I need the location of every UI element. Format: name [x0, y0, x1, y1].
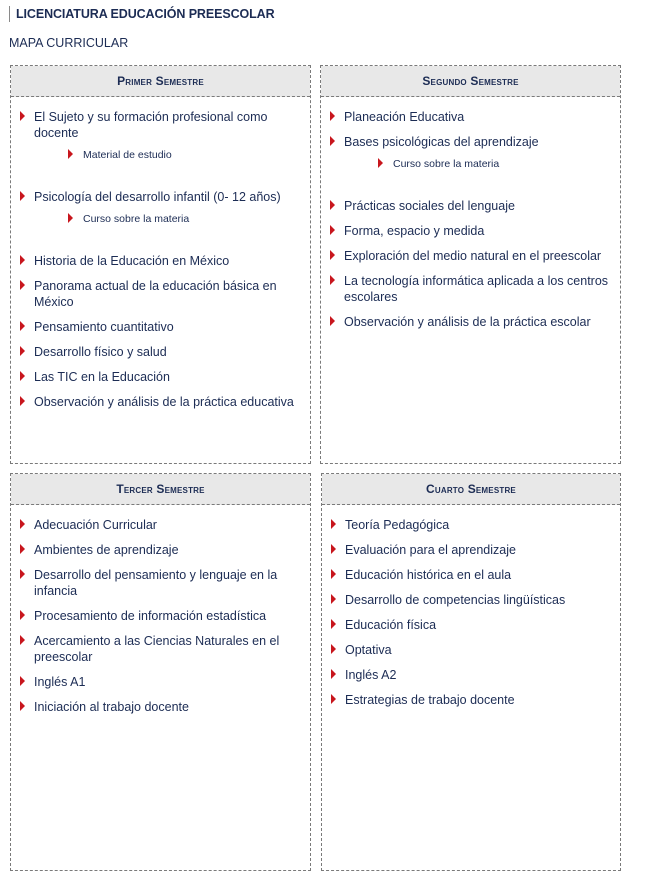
- subject-label: Evaluación para el aprendizaje: [345, 543, 516, 557]
- bullet-arrow-icon: [331, 519, 336, 529]
- bullet-arrow-icon: [331, 619, 336, 629]
- bullet-arrow-icon: [378, 158, 383, 168]
- bullet-arrow-icon: [20, 544, 25, 554]
- bullet-arrow-icon: [330, 111, 335, 121]
- bullet-arrow-icon: [331, 594, 336, 604]
- semester-header: [11, 474, 310, 505]
- subject-link[interactable]: [19, 608, 302, 624]
- bullet-arrow-icon: [20, 280, 25, 290]
- subject-list: [321, 97, 620, 330]
- subject-link[interactable]: [330, 642, 612, 658]
- subject-link[interactable]: [330, 592, 612, 608]
- bullet-arrow-icon: [331, 644, 336, 654]
- subject-label: Panorama actual de la educación básica en México: [34, 279, 277, 309]
- subject-link[interactable]: [19, 109, 302, 141]
- subject-label: Desarrollo de competencias lingüísticas: [345, 593, 566, 607]
- bullet-arrow-icon: [20, 635, 25, 645]
- bullet-arrow-icon: [331, 544, 336, 554]
- semester-box-3: [10, 473, 311, 871]
- subject-link[interactable]: [329, 273, 612, 305]
- semester-box-2: [320, 65, 621, 464]
- subject-label: Inglés A2: [345, 668, 397, 682]
- resource-link[interactable]: [377, 157, 612, 171]
- bullet-arrow-icon: [20, 191, 25, 201]
- bullet-arrow-icon: [20, 676, 25, 686]
- bullet-arrow-icon: [20, 321, 25, 331]
- subject-link[interactable]: [19, 567, 302, 599]
- bullet-arrow-icon: [20, 396, 25, 406]
- subject-link[interactable]: [330, 667, 612, 683]
- semester-title: Cuarto Semestre: [426, 482, 516, 496]
- bullet-arrow-icon: [20, 610, 25, 620]
- subject-label: Inglés A1: [34, 675, 86, 689]
- bullet-arrow-icon: [330, 275, 335, 285]
- semester-box-4: [321, 473, 621, 871]
- subject-label: Bases psicológicas del aprendizaje: [344, 135, 539, 149]
- semester-header: [321, 66, 620, 97]
- subject-label: El Sujeto y su formación profesional como docente: [34, 110, 268, 140]
- subject-link[interactable]: [329, 314, 612, 330]
- subject-link[interactable]: [329, 134, 612, 150]
- bullet-arrow-icon: [20, 371, 25, 381]
- subject-link[interactable]: [19, 394, 302, 410]
- subject-list: [11, 505, 310, 715]
- subject-list: [11, 97, 310, 410]
- subject-label: Forma, espacio y medida: [344, 224, 485, 238]
- bullet-arrow-icon: [330, 200, 335, 210]
- subject-label: Desarrollo del pensamiento y lenguaje en la infancia: [34, 568, 278, 598]
- subject-link[interactable]: [330, 617, 612, 633]
- subject-list: [322, 505, 620, 708]
- subject-link[interactable]: [19, 344, 302, 360]
- subject-label: Psicología del desarrollo infantil (0- 12 años): [34, 190, 281, 204]
- subject-label: Exploración del medio natural en el preescolar: [344, 249, 602, 263]
- subject-label: Estrategias de trabajo docente: [345, 693, 515, 707]
- subject-link[interactable]: [19, 542, 302, 558]
- bullet-arrow-icon: [68, 149, 73, 159]
- subject-link[interactable]: [329, 109, 612, 125]
- subject-label: Ambientes de aprendizaje: [34, 543, 179, 557]
- subject-label: Observación y análisis de la práctica escolar: [344, 315, 591, 329]
- subject-label: Optativa: [345, 643, 392, 657]
- page-title: LICENCIATURA EDUCACIÓN PREESCOLAR: [9, 6, 275, 22]
- subject-link[interactable]: [19, 517, 302, 533]
- semester-header: [322, 474, 620, 505]
- subject-label: Teoría Pedagógica: [345, 518, 450, 532]
- subject-label: Acercamiento a las Ciencias Naturales en el preescolar: [34, 634, 280, 664]
- bullet-arrow-icon: [20, 569, 25, 579]
- subject-link[interactable]: [330, 567, 612, 583]
- bullet-arrow-icon: [20, 111, 25, 121]
- subject-link[interactable]: [19, 674, 302, 690]
- subject-label: Procesamiento de información estadística: [34, 609, 267, 623]
- semester-box-1: [10, 65, 311, 464]
- subject-link[interactable]: [19, 253, 302, 269]
- subject-label: Desarrollo físico y salud: [34, 345, 167, 359]
- subject-link[interactable]: [330, 542, 612, 558]
- bullet-arrow-icon: [68, 213, 73, 223]
- subject-label: Adecuación Curricular: [34, 518, 157, 532]
- bullet-arrow-icon: [20, 346, 25, 356]
- semester-header: [11, 66, 310, 97]
- resource-label: Curso sobre la materia: [393, 158, 500, 170]
- subject-label: Prácticas sociales del lenguaje: [344, 199, 515, 213]
- semester-title: Primer Semestre: [117, 74, 204, 88]
- bullet-arrow-icon: [330, 250, 335, 260]
- subject-label: Las TIC en la Educación: [34, 370, 170, 384]
- subject-label: Educación histórica en el aula: [345, 568, 512, 582]
- subject-label: La tecnología informática aplicada a los centros escolares: [344, 274, 609, 304]
- page-subtitle: MAPA CURRICULAR: [9, 36, 129, 50]
- subject-link[interactable]: [19, 369, 302, 385]
- subject-link[interactable]: [19, 699, 302, 715]
- subject-link[interactable]: [19, 278, 302, 310]
- bullet-arrow-icon: [331, 569, 336, 579]
- bullet-arrow-icon: [20, 701, 25, 711]
- subject-link[interactable]: [330, 692, 612, 708]
- semester-title: Tercer Semestre: [116, 482, 205, 496]
- bullet-arrow-icon: [331, 694, 336, 704]
- bullet-arrow-icon: [330, 225, 335, 235]
- resource-link[interactable]: [67, 212, 302, 226]
- bullet-arrow-icon: [330, 136, 335, 146]
- subject-label: Pensamiento cuantitativo: [34, 320, 174, 334]
- bullet-arrow-icon: [20, 255, 25, 265]
- resource-label: Material de estudio: [83, 149, 172, 161]
- subject-link[interactable]: [19, 319, 302, 335]
- subject-label: Planeación Educativa: [344, 110, 465, 124]
- subject-link[interactable]: [19, 189, 302, 205]
- resource-label: Curso sobre la materia: [83, 213, 190, 225]
- subject-label: Historia de la Educación en México: [34, 254, 230, 268]
- subject-label: Iniciación al trabajo docente: [34, 700, 189, 714]
- subject-link[interactable]: [329, 223, 612, 239]
- subject-label: Educación física: [345, 618, 437, 632]
- subject-link[interactable]: [330, 517, 612, 533]
- subject-label: Observación y análisis de la práctica educativa: [34, 395, 294, 409]
- subject-link[interactable]: [19, 633, 302, 665]
- bullet-arrow-icon: [331, 669, 336, 679]
- bullet-arrow-icon: [330, 316, 335, 326]
- subject-link[interactable]: [329, 198, 612, 214]
- bullet-arrow-icon: [20, 519, 25, 529]
- semester-title: Segundo Semestre: [422, 74, 519, 88]
- resource-link[interactable]: [67, 148, 302, 162]
- subject-link[interactable]: [329, 248, 612, 264]
